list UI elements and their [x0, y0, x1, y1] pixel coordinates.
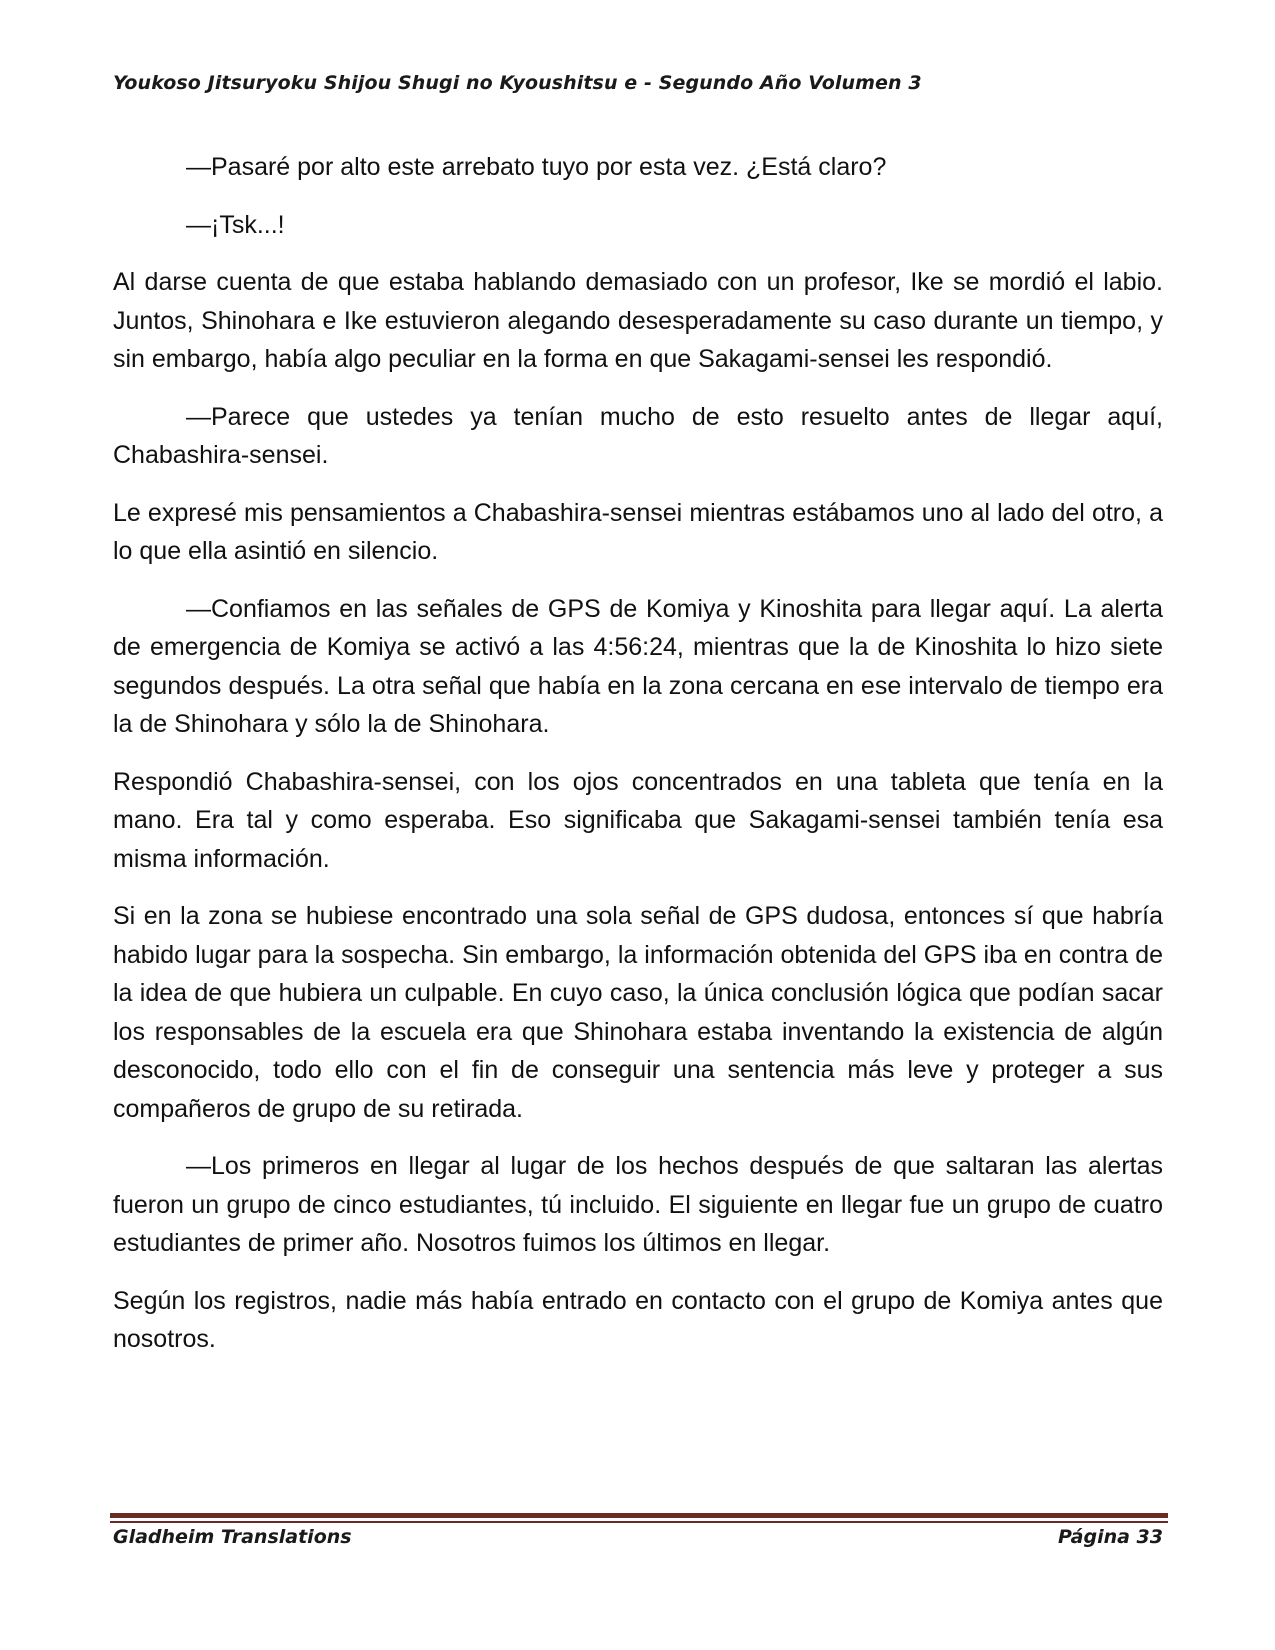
paragraph: Respondió Chabashira-sensei, con los ojos concentrados en una tableta que tenía en la mano. Era tal y como esperaba. Eso significaba que Sakagami-sensei también tenía esa misma información.: [113, 767, 1163, 873]
page-header-title: Youkoso Jitsuryoku Shijou Shugi no Kyoushitsu e - Segundo Año Volumen 3: [113, 72, 922, 94]
footer-divider-thick: [110, 1513, 1168, 1518]
paragraph-dialog: —Los primeros en llegar al lugar de los hechos después de que saltaran las alertas fueron un grupo de cinco estudiantes, tú incluido. El siguiente en llegar fue un grupo de cuatro estudiantes de primer año. Nosotros fuimos los últimos en llegar.: [113, 1152, 1163, 1257]
footer-translator-credit: Gladheim Translations: [113, 1526, 352, 1548]
paragraph-dialog: —Parece que ustedes ya tenían mucho de esto resuelto antes de llegar aquí, Chabashira-sensei.: [113, 402, 1163, 469]
footer-page-number: Página 33: [1057, 1526, 1163, 1548]
paragraph: Al darse cuenta de que estaba hablando demasiado con un profesor, Ike se mordió el labio. Juntos, Shinohara e Ike estuvieron alegando desesperadamente su caso durante un tiempo, y sin embargo, había algo peculiar en la forma en que Sakagami-sensei les respondió.: [113, 268, 1163, 373]
page-body: [113, 148, 1163, 1359]
paragraph: Si en la zona se hubiese encontrado una sola señal de GPS dudosa, entonces sí que habría habido lugar para la sospecha. Sin embargo, la información obtenida del GPS iba en contra de la idea de que hubiera un culpable. En cuyo caso, la única conclusión lógica que podían sacar los responsables de la escuela era que Shinohara estaba inventando la existencia de algún desconocido, todo ello con el fin de conseguir una sentencia más leve y proteger a sus compañeros de grupo de su retirada.: [113, 902, 1163, 1123]
paragraph-dialog: —Confiamos en las señales de GPS de Komiya y Kinoshita para llegar aquí. La alerta de emergencia de Komiya se activó a las 4:56:24, mientras que la de Kinoshita lo hizo siete segundos después. La otra señal que había en la zona cercana en ese intervalo de tiempo era la de Shinohara y sólo la de Shinohara.: [113, 594, 1163, 738]
paragraph-dialog: —Pasaré por alto este arrebato tuyo por esta vez. ¿Está claro?: [186, 153, 887, 181]
paragraph-dialog: —¡Tsk...!: [186, 210, 285, 239]
footer-divider-thin: [110, 1521, 1168, 1523]
paragraph: Según los registros, nadie más había entrado en contacto con el grupo de Komiya antes que nosotros.: [113, 1286, 1163, 1353]
paragraph: Le expresé mis pensamientos a Chabashira-sensei mientras estábamos uno al lado del otro, a lo que ella asintió en silencio.: [113, 498, 1163, 565]
